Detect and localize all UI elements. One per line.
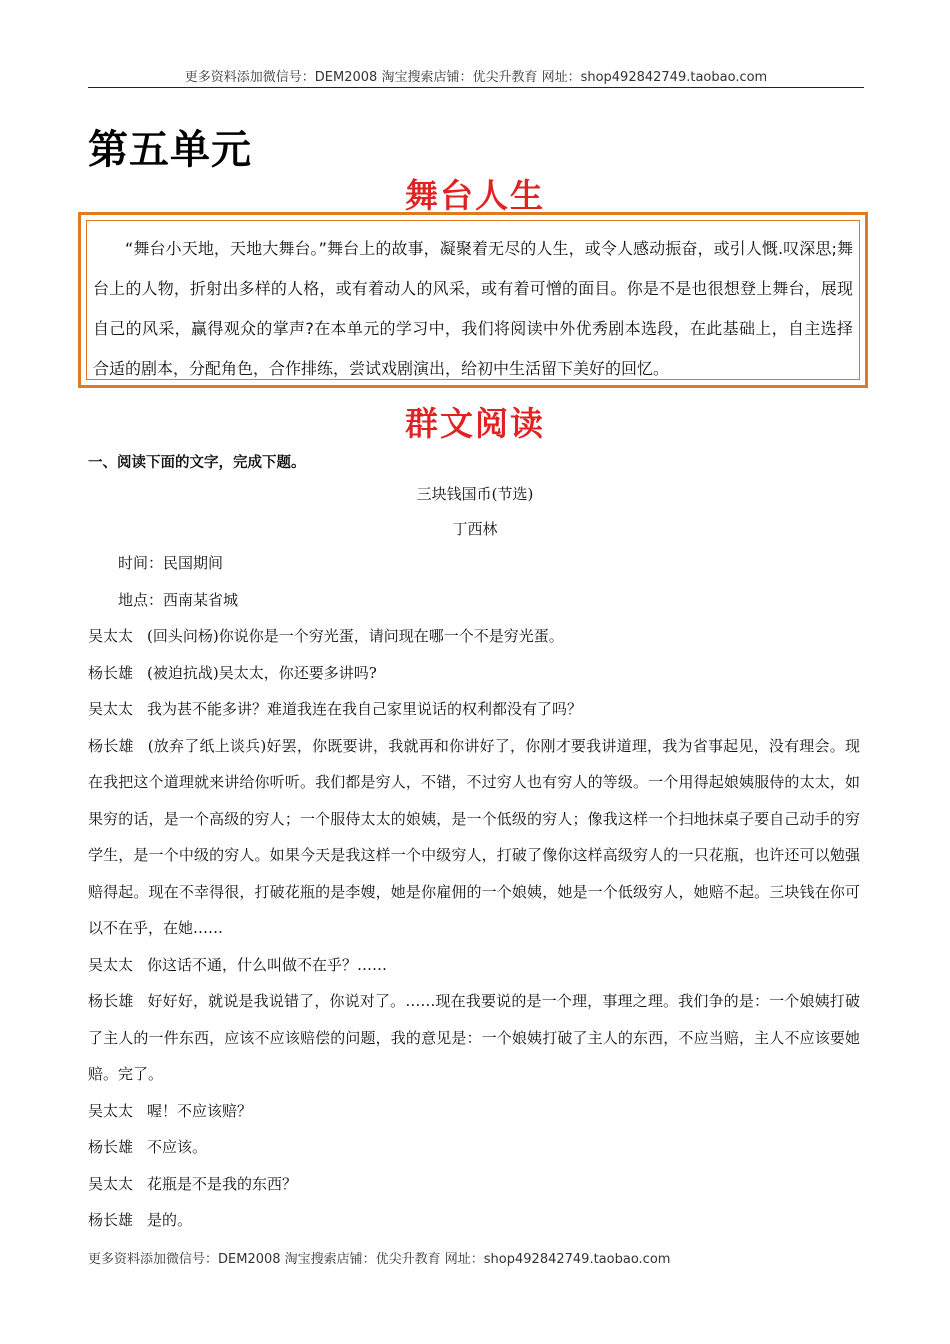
speaker-name: 杨长雄 <box>88 992 134 1010</box>
section-title: 舞台人生 <box>405 176 545 215</box>
dialogue-text: 你这话不通，什么叫做不在乎？…… <box>147 955 388 974</box>
dialogue-text: (放弃了纸上谈兵)好罢，你既要讲，我就再和你讲好了，你刚才要我讲道理，我为省事起见，没有理会。现在我把这个道理就来讲给你听听。我们都是穷人，不错，不过穷人也有穷人的等级。一个用得起娘姨服侍的太太，如果穷的话，是一个高级的穷人；一个服侍太太的娘姨，是一个低级的穷人；像我这样一个扫地抹桌子要自己动手的穷学生，是一个中级的穷人。如果今天是我这样一个中级穷人，打破了像你这样高级穷人的一只花瓶，也许还可以勉强赔得起。现在不幸得很，打破花瓶的是李嫂，她是你雇佣的一个娘姨，她是一个低级穷人，她赔不起。三块钱在你可以不在乎，在她…… <box>88 736 860 937</box>
play-time: 时间：民国期间 <box>118 554 224 572</box>
dialogue-text: 好好好，就说是我说错了，你说对了。……现在我要说的是一个理，事理之理。我们争的是：一个娘姨打破了主人的一件东西，应该不应该赔偿的问题，我的意见是：一个娘姨打破了主人的东西，不应当赔，主人不应该要她赔。完了。 <box>88 992 860 1083</box>
dialogue-text: 我为甚不能多讲？难道我连在我自己家里说话的权利都没有了吗？ <box>147 700 583 718</box>
reading-title: 群文阅读 <box>405 404 545 443</box>
page-footer: 更多资料添加微信号：DEM2008 淘宝搜索店铺：优尖升教育 网址：shop492842749.taobao.com <box>88 1252 671 1267</box>
dialogue-line <box>88 1093 860 1130</box>
intro-box-inner <box>86 220 860 380</box>
speaker-name: 杨长雄 <box>88 1138 134 1156</box>
header-divider <box>88 87 864 88</box>
speaker-name: 杨长雄 <box>88 736 134 755</box>
question-heading: 一、阅读下面的文字，完成下题。 <box>88 455 306 471</box>
dialogue-text: 花瓶是不是我的东西？ <box>147 1174 298 1193</box>
dialogue <box>88 618 860 1239</box>
speaker-name: 吴太太 <box>88 1174 134 1193</box>
page-header: 更多资料添加微信号：DEM2008 淘宝搜索店铺：优尖升教育 网址：shop492842749.taobao.com <box>184 70 768 85</box>
dialogue-text: 是的。 <box>147 1211 193 1229</box>
speaker-name: 吴太太 <box>88 1101 134 1120</box>
speaker-name: 吴太太 <box>88 700 134 718</box>
dialogue-text: (回头问杨)你说你是一个穷光蛋，请问现在哪一个不是穷光蛋。 <box>147 627 564 645</box>
intro-box <box>78 212 868 388</box>
dialogue-line <box>88 728 860 947</box>
dialogue-text: 不应该。 <box>147 1138 208 1156</box>
dialogue-line <box>88 691 860 728</box>
dialogue-text: 喔！不应该赔？ <box>147 1101 253 1120</box>
dialogue-line <box>88 1166 860 1203</box>
play-body <box>88 545 860 1239</box>
speaker-name: 杨长雄 <box>88 663 134 682</box>
dialogue-line <box>88 655 860 692</box>
dialogue-text: (被迫抗战)吴太太，你还要多讲吗? <box>147 663 377 682</box>
speaker-name: 吴太太 <box>88 627 134 645</box>
play-title: 三块钱国币(节选) <box>416 485 534 503</box>
dialogue-line <box>88 618 860 655</box>
unit-title: 第五单元 <box>88 126 252 173</box>
dialogue-line <box>88 983 860 1093</box>
dialogue-line <box>88 947 860 984</box>
intro-text: “舞台小天地，天地大舞台。”舞台上的故事，凝聚着无尽的人生，或令人感动振奋，或引人慨.叹深思;舞台上的人物，折射出多样的人格，或有着动人的风采，或有着可憎的面目。你是不是也很想登上舞台，展现自己的风采，赢得观众的掌声?在本单元的学习中，我们将阅读中外优秀剧本选段，在此基础上，自主选择合适的剧本，分配角色，合作排练，尝试戏剧演出，给初中生活留下美好的回忆。 <box>93 239 853 378</box>
play-author: 丁西林 <box>452 520 498 538</box>
speaker-name: 吴太太 <box>88 955 134 974</box>
dialogue-line <box>88 1202 860 1239</box>
dialogue-line <box>88 1129 860 1166</box>
speaker-name: 杨长雄 <box>88 1211 134 1229</box>
play-place: 地点：西南某省城 <box>118 590 239 609</box>
